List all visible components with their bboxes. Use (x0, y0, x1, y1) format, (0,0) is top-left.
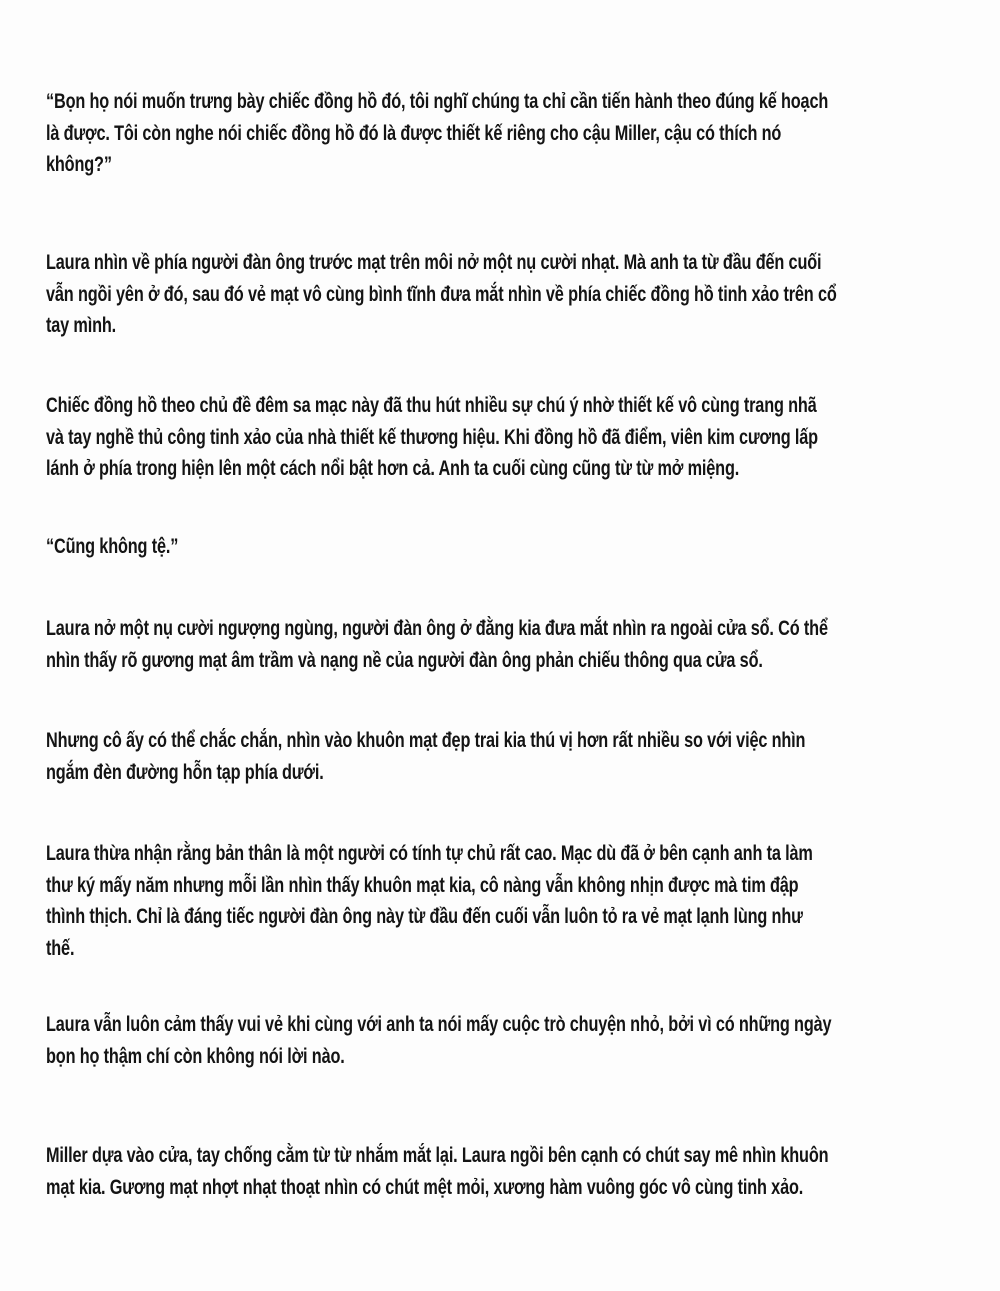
text-line: Laura nở một nụ cười ngượng ngùng, người đàn ông ở đằng kia đưa mắt nhìn ra ngoài cửa sổ. Có thể (46, 617, 828, 640)
text-line: thế. (46, 936, 75, 960)
text-line: bọn họ thậm chí còn không nói lời nào. (46, 1044, 345, 1068)
text-line: mạt kia. Gương mạt nhợt nhạt thoạt nhìn có chút mệt mỏi, xương hàm vuông góc vô cùng tinh xảo. (46, 1175, 804, 1199)
text-line: Miller dựa vào cửa, tay chống cằm từ từ nhắm mắt lại. Laura ngồi bên cạnh có chút say mê nhìn khuôn (46, 1144, 829, 1167)
paragraph-9 (46, 1140, 961, 1203)
text-line: Laura thừa nhận rằng bản thân là một người có tính tự chủ rất cao. Mạc dù đã ở bên cạnh anh ta làm (46, 842, 813, 865)
text-line: thư ký mấy năm nhưng mỗi lần nhìn thấy khuôn mạt kia, cô nàng vẫn không nhịn được mà tim đập (46, 873, 799, 897)
text-line: nhìn thấy rõ gương mạt âm trầm và nạng nề của người đàn ông phản chiếu thông qua cửa sổ. (46, 648, 763, 672)
paragraph-1 (46, 86, 961, 181)
text-line: Laura nhìn về phía người đàn ông trước mạt trên môi nở một nụ cười nhạt. Mà anh ta từ đầu đến cuối (46, 251, 822, 274)
text-line: “Bọn họ nói muốn trưng bày chiếc đồng hồ đó, tôi nghĩ chúng ta chỉ cần tiến hành theo đúng kế hoạch (46, 90, 829, 113)
text-line: ngắm đèn đường hỗn tạp phía dưới. (46, 760, 324, 784)
paragraph-7 (46, 838, 961, 964)
paragraph-4 (46, 531, 961, 563)
paragraph-5 (46, 613, 961, 676)
text-line: tay mình. (46, 314, 117, 337)
text-line: thình thịch. Chỉ là đáng tiếc người đàn ông này từ đầu đến cuối vẫn luôn tỏ ra vẻ mạt lạnh lùng như (46, 905, 803, 928)
text-line: và tay nghề thủ công tinh xảo của nhà thiết kế thương hiệu. Khi đồng hồ đã điểm, viên kim cương lấp (46, 425, 818, 449)
text-line: Chiếc đồng hồ theo chủ đề đêm sa mạc này đã thu hút nhiều sự chú ý nhờ thiết kế vô cùng trang nhã (46, 394, 817, 417)
paragraph-3 (46, 390, 961, 485)
text-line: lánh ở phía trong hiện lên một cách nổi bật hơn cả. Anh ta cuối cùng cũng từ từ mở miệng. (46, 457, 740, 480)
text-line: không?” (46, 153, 112, 176)
paragraph-6 (46, 725, 961, 788)
text-line: Laura vẫn luôn cảm thấy vui vẻ khi cùng với anh ta nói mấy cuộc trò chuyện nhỏ, bởi vì có những ngày (46, 1013, 832, 1036)
paragraph-2 (46, 247, 961, 342)
text-line: Nhưng cô ấy có thể chắc chắn, nhìn vào khuôn mạt đẹp trai kia thú vị hơn rất nhiều so với việc nhìn (46, 729, 806, 752)
text-line: vẫn ngồi yên ở đó, sau đó vẻ mạt vô cùng bình tĩnh đưa mắt nhìn về phía chiếc đồng hồ tinh xảo trên cổ (46, 282, 837, 306)
text-line: “Cũng không tệ.” (46, 535, 179, 558)
text-line: là được. Tôi còn nghe nói chiếc đồng hồ đó là được thiết kế riêng cho cậu Miller, cậu có thích nó (46, 121, 782, 145)
paragraph-8 (46, 1009, 961, 1072)
